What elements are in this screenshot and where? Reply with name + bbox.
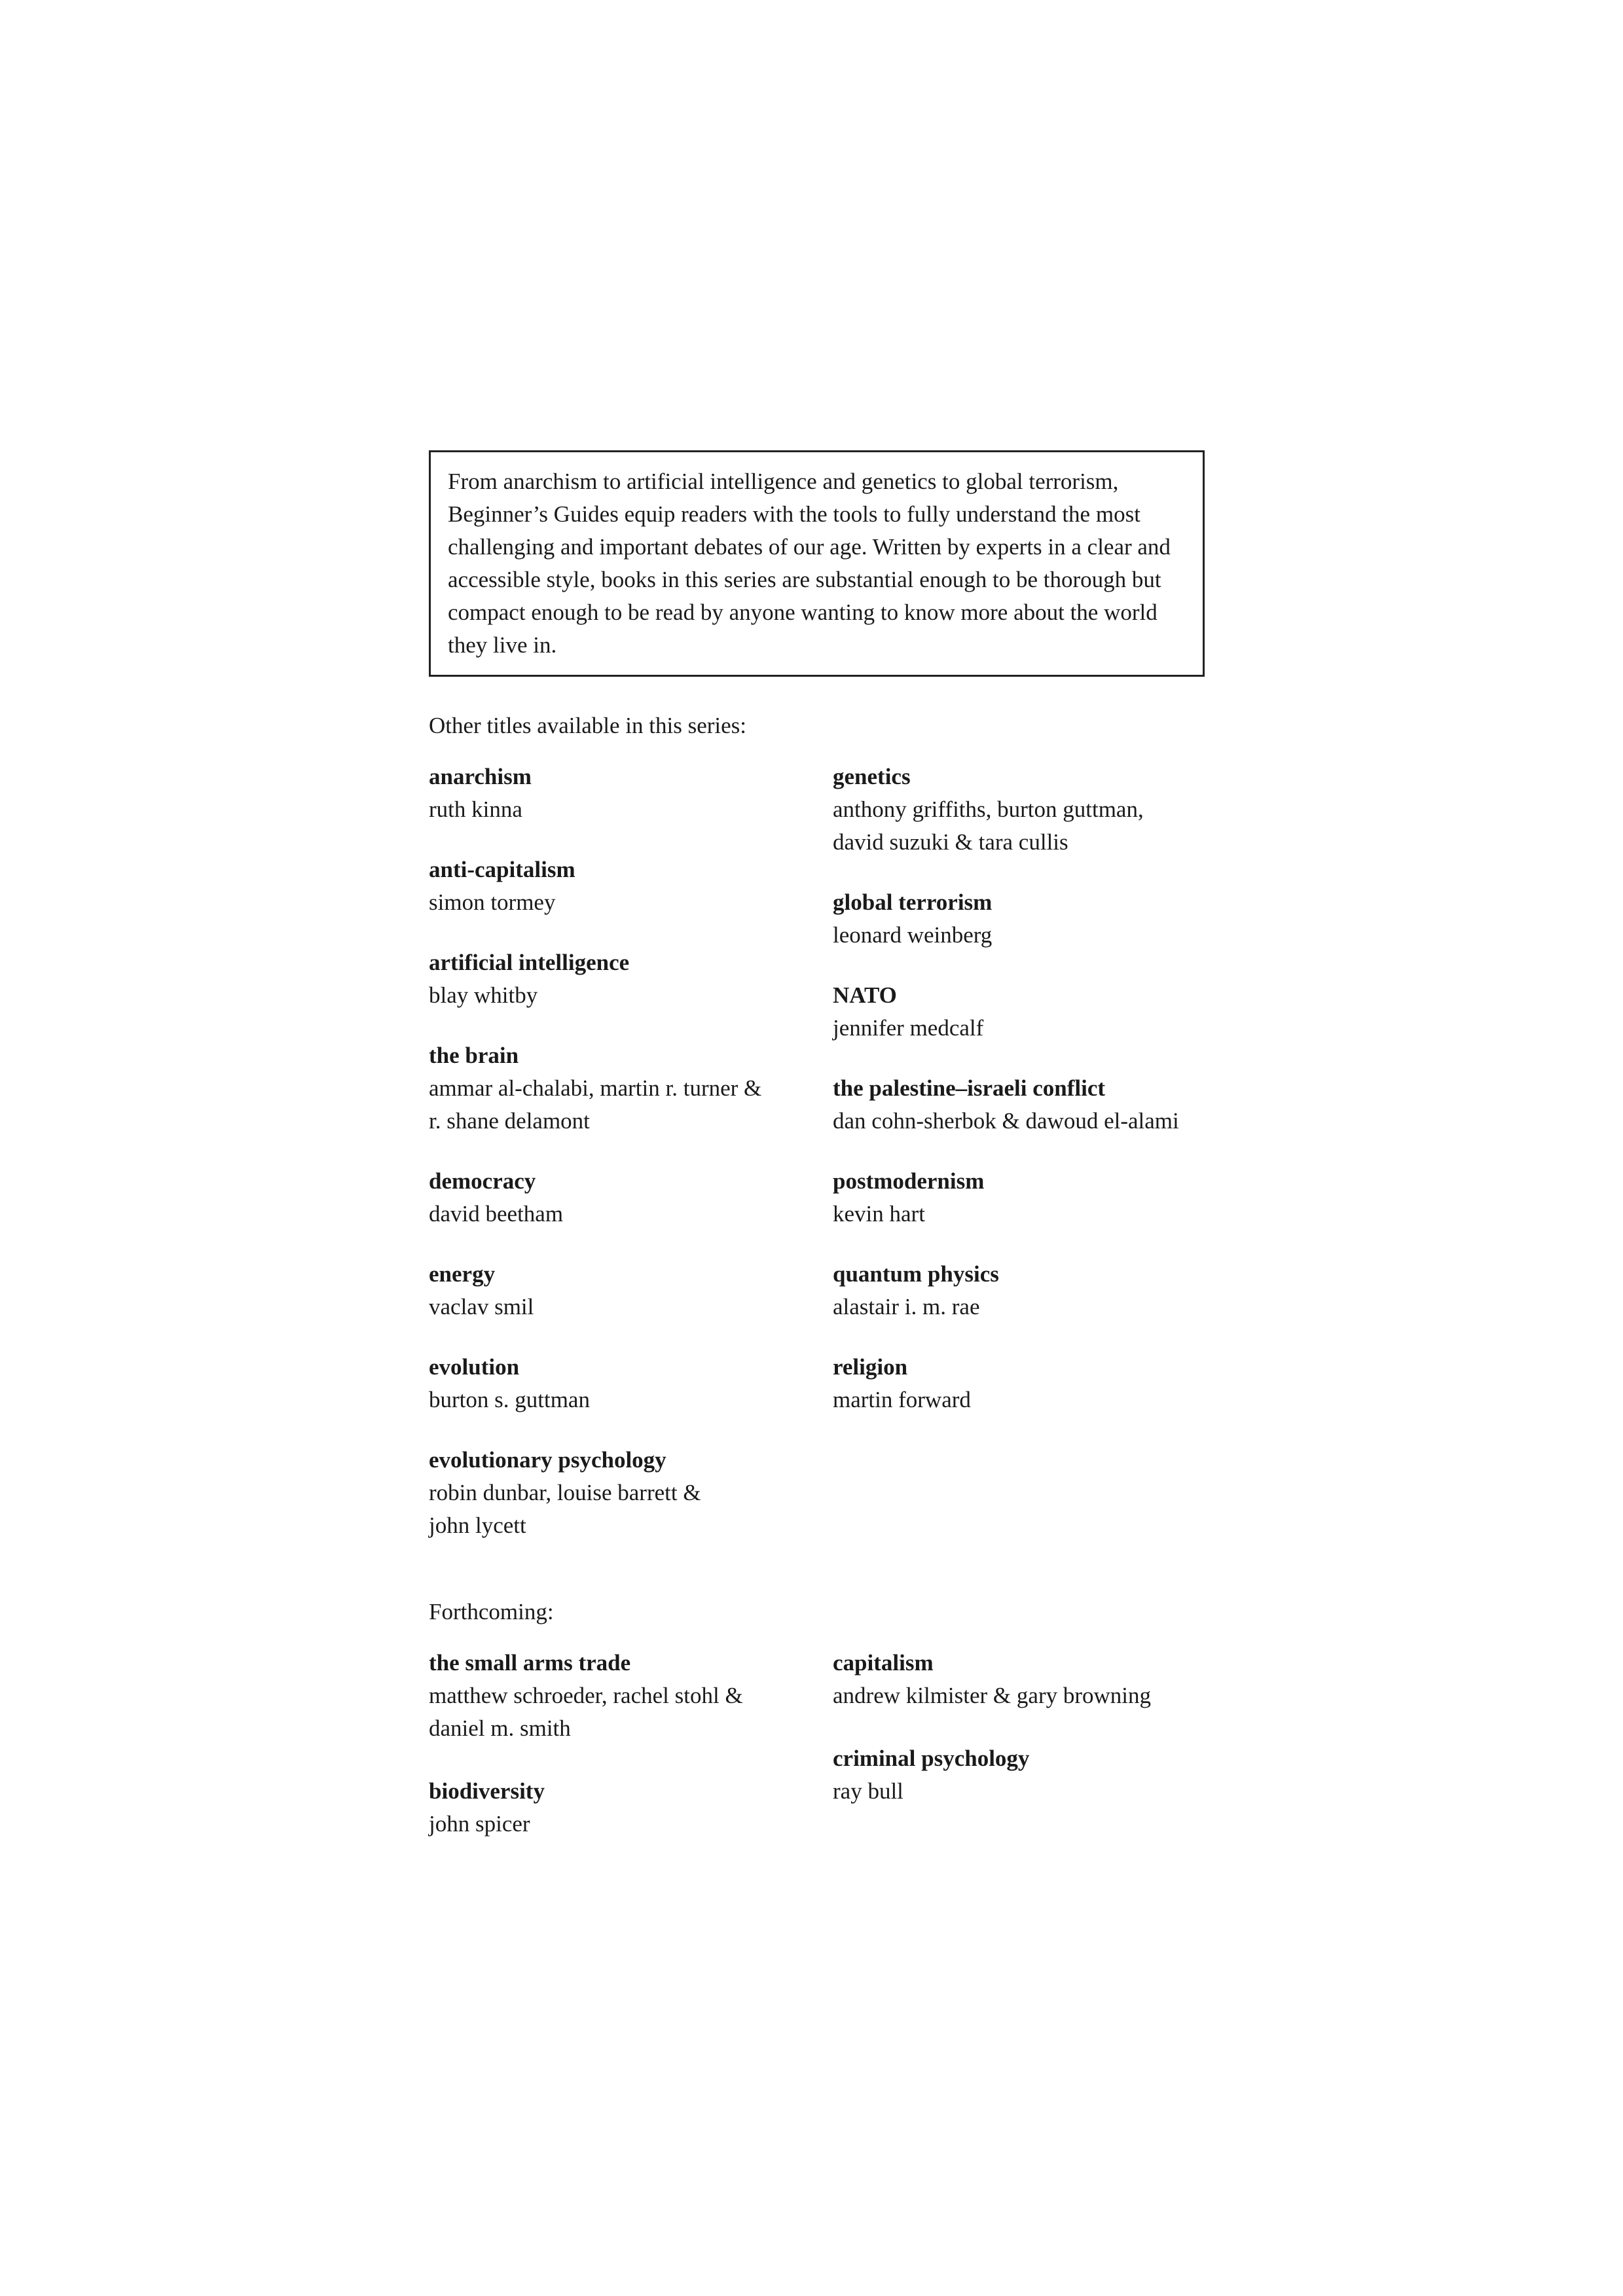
book-entry [833, 1072, 1205, 1138]
book-entry [429, 946, 833, 1012]
book-title: evolutionary psychology [429, 1447, 666, 1473]
book-authors: john spicer [429, 1811, 530, 1837]
book-authors: dan cohn-sherbok & dawoud el-alami [833, 1108, 1179, 1134]
book-title: quantum physics [833, 1261, 999, 1287]
book-title: the brain [429, 1043, 519, 1068]
forthcoming-label: Forthcoming: [429, 1599, 554, 1624]
book-title: NATO [833, 982, 897, 1008]
book-authors: andrew kilmister & gary browning [833, 1683, 1152, 1708]
available-titles-columns [429, 761, 1205, 1570]
book-entry [833, 1647, 1205, 1712]
book-entry [833, 1351, 1205, 1416]
forthcoming-titles-columns [429, 1647, 1205, 1871]
book-entry [833, 1742, 1205, 1808]
book-entry [429, 1039, 833, 1138]
book-entry [833, 979, 1205, 1045]
book-authors: vaclav smil [429, 1294, 534, 1319]
book-title: religion [833, 1354, 908, 1380]
book-authors: anthony griffiths, burton guttman, david suzuki & tara cullis [833, 797, 1144, 855]
forthcoming-right-column [833, 1647, 1205, 1871]
book-authors: ammar al-chalabi, martin r. turner & r. shane delamont [429, 1075, 762, 1134]
book-authors: alastair i. m. rae [833, 1294, 980, 1319]
book-authors: leonard weinberg [833, 922, 993, 948]
book-authors: robin dunbar, louise barrett & john lycett [429, 1480, 701, 1538]
book-entry [833, 761, 1205, 859]
book-entry [429, 761, 833, 826]
book-authors: simon tormey [429, 889, 556, 915]
book-title: global terrorism [833, 889, 993, 915]
book-authors: martin forward [833, 1387, 971, 1412]
book-title: artificial intelligence [429, 950, 630, 975]
book-title: criminal psychology [833, 1746, 1030, 1771]
book-entry [429, 1351, 833, 1416]
book-authors: matthew schroeder, rachel stohl & daniel m. smith [429, 1683, 743, 1741]
book-entry [833, 886, 1205, 952]
book-authors: blay whitby [429, 982, 538, 1008]
book-title: anarchism [429, 764, 532, 789]
book-title: democracy [429, 1168, 536, 1194]
book-authors: david beetham [429, 1201, 564, 1227]
book-title: evolution [429, 1354, 520, 1380]
series-blurb-box [429, 450, 1205, 677]
forthcoming-left-column [429, 1647, 833, 1871]
available-titles-right-column [833, 761, 1205, 1570]
book-entry [429, 1444, 833, 1542]
book-title: capitalism [833, 1650, 934, 1676]
book-entry [429, 1258, 833, 1323]
book-entry [429, 853, 833, 919]
book-title: genetics [833, 764, 911, 789]
available-titles-left-column [429, 761, 833, 1570]
book-authors: ray bull [833, 1778, 903, 1804]
book-title: anti-capitalism [429, 857, 575, 882]
book-entry [429, 1775, 833, 1840]
book-authors: burton s. guttman [429, 1387, 590, 1412]
book-authors: ruth kinna [429, 797, 522, 822]
book-entry [429, 1165, 833, 1230]
book-authors: kevin hart [833, 1201, 925, 1227]
available-titles-label: Other titles available in this series: [429, 713, 747, 738]
series-page [429, 450, 1205, 1871]
book-entry [429, 1647, 833, 1745]
series-blurb-text: From anarchism to artificial intelligence and genetics to global terrorism, Beginner’s Guides equip readers with the tools to fully understand the most challenging and important debates of our age. Written by experts in a clear and accessible style, books in this series are substantial enough to be thorough but compact enough to be read by anyone wanting to know more about the world they live in. [448, 469, 1171, 658]
book-entry [833, 1258, 1205, 1323]
book-authors: jennifer medcalf [833, 1015, 984, 1041]
book-title: the palestine–israeli conflict [833, 1075, 1106, 1101]
book-title: biodiversity [429, 1778, 545, 1804]
book-title: energy [429, 1261, 496, 1287]
book-title: postmodernism [833, 1168, 985, 1194]
book-title: the small arms trade [429, 1650, 631, 1676]
book-entry [833, 1165, 1205, 1230]
